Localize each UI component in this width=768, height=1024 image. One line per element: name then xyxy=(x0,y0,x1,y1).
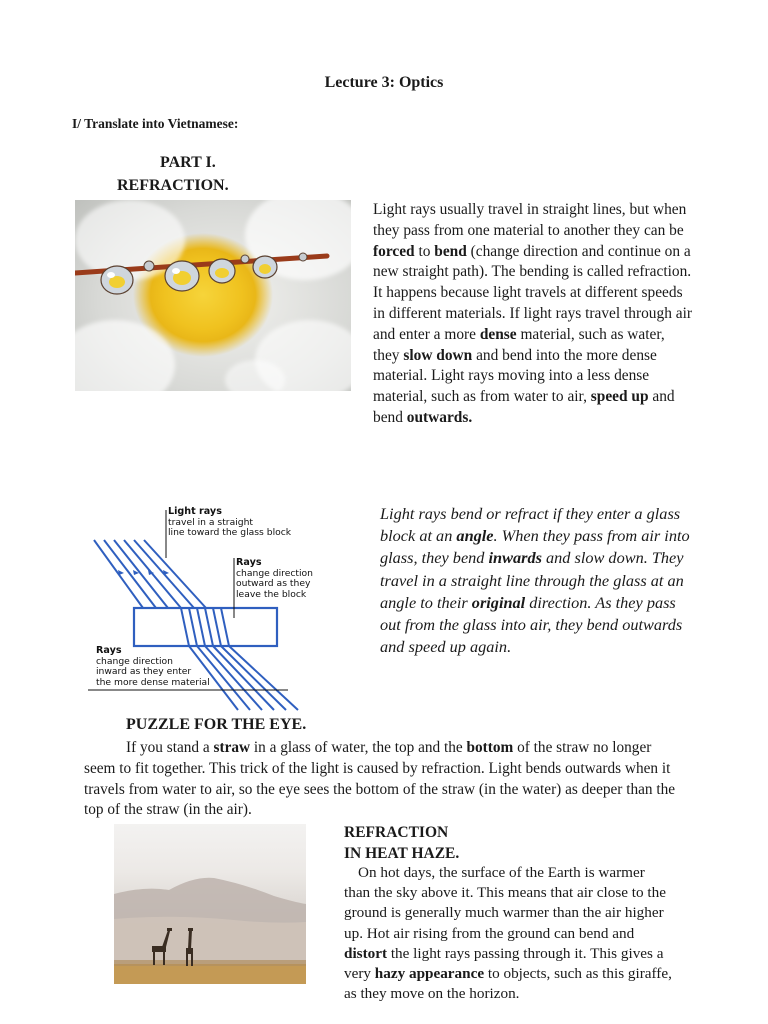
diagram-label-rays-leave: Rays change direction outward as they leave the block xyxy=(236,557,313,600)
glass-block-paragraph: Light rays bend or refract if they enter a glass block at an angle. When they pass from air into glass, they bend inwards and slow down. They travel in a straight line through the glass at an angle to their original direction. As they pass out from the glass into air, they bend outwards and speed up again. xyxy=(380,504,690,657)
water-drops-flower-photo xyxy=(75,200,351,391)
diagram-label-light-rays: Light rays travel in a straight line toward the glass block xyxy=(168,506,292,539)
heat-haze-paragraph: On hot days, the surface of the Earth is warmer than the sky above it. This means that air close to the ground is generally much warmer than the air higher up. Hot air rising from the ground can bend and distort the light rays passing through it. This gives a very hazy appearance to objects, such as this giraffe, as they move on the horizon. xyxy=(344,864,672,1003)
part-label: PART I. xyxy=(160,154,216,171)
heat-haze-heading: REFRACTION IN HEAT HAZE. xyxy=(344,824,460,862)
giraffe-heat-haze-photo xyxy=(114,824,306,984)
puzzle-heading: PUZZLE FOR THE EYE. xyxy=(126,716,307,733)
section-heading-refraction: REFRACTION. xyxy=(117,177,229,194)
page-title: Lecture 3: Optics xyxy=(324,74,444,91)
diagram-label-rays-enter: Rays change direction inward as they enter the more dense material xyxy=(96,645,210,688)
puzzle-paragraph: If you stand a straw in a glass of water, the top and the bottom of the straw no longer seem to fit together. This trick of the light is caused by refraction. Light bends outwards when it travels from water to air, so the eye sees the bottom of the straw (in the water) as deeper than the top of the straw (in the air). xyxy=(84,739,676,819)
refraction-paragraph: Light rays usually travel in straight lines, but when they pass from one material to another they can be forced to bend (change direction and continue on a new straight path). The bending is called refraction. It happens because light travels at different speeds in different materials. If light rays travel through air and enter a more dense material, such as water, they slow down and bend into the more dense material. Light rays moving into a less dense material, such as from water to air, speed up and bend outwards. xyxy=(373,201,692,426)
instruction-heading: I/ Translate into Vietnamese: xyxy=(72,116,239,131)
